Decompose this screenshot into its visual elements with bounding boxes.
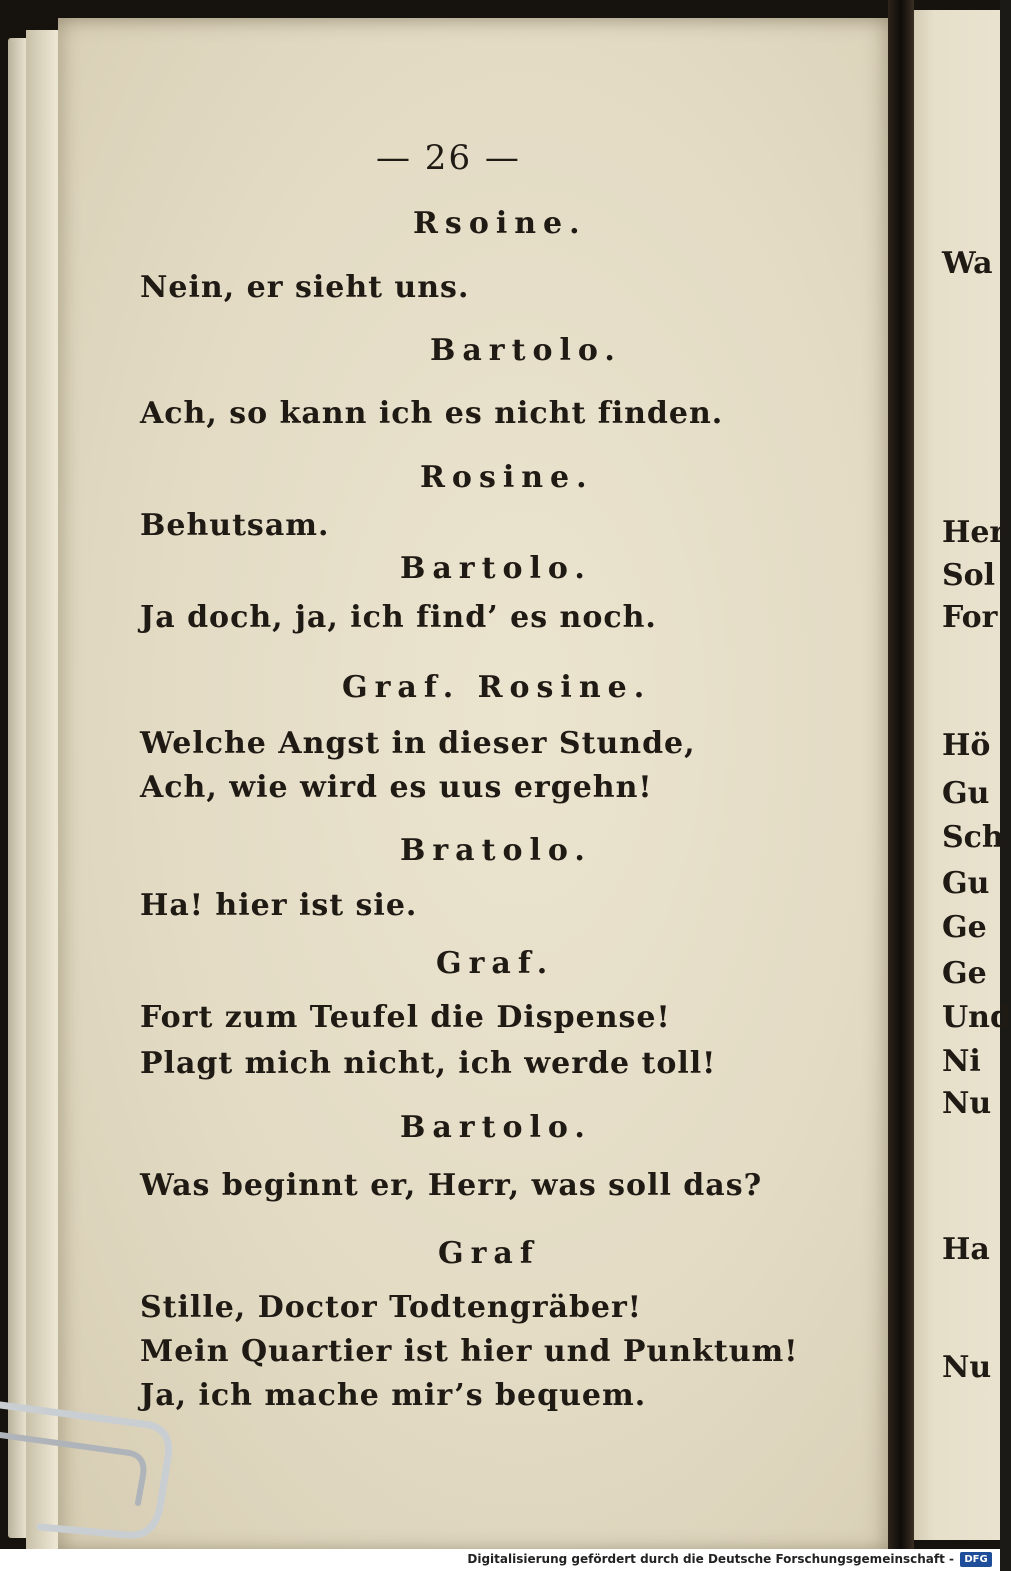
- book-gutter: [888, 0, 914, 1571]
- speaker-label: Graf: [438, 1236, 540, 1271]
- right-page-text: [906, 10, 1011, 1540]
- verse-line: Behutsam.: [140, 508, 330, 543]
- right-fragment: Wa: [942, 246, 993, 281]
- right-fragment: Hö: [942, 728, 991, 763]
- footer-bar: [0, 1549, 1000, 1571]
- speaker-label: Bartolo.: [400, 1110, 592, 1145]
- right-fragment: Und: [942, 1000, 1011, 1035]
- right-fragment: Gu: [942, 776, 990, 811]
- verse-line: Ach, so kann ich es nicht finden.: [140, 396, 724, 431]
- verse-line: Nein, er sieht uns.: [140, 270, 470, 305]
- right-fragment: Ge: [942, 956, 987, 991]
- left-page: [58, 18, 900, 1553]
- right-fragment: Ge: [942, 910, 987, 945]
- right-fragment: Sch: [942, 820, 1004, 855]
- speaker-label: Graf. Rosine.: [342, 670, 652, 705]
- verse-line: Fort zum Teufel die Dispense!: [140, 1000, 671, 1035]
- right-fragment: For: [942, 600, 998, 635]
- verse-line: Ach, wie wird es uus ergehn!: [140, 770, 653, 805]
- speaker-label: Bartolo.: [400, 551, 592, 586]
- page-text: [58, 18, 900, 1553]
- right-fragment: Sol: [942, 558, 996, 593]
- page-number: — 26 —: [376, 138, 521, 178]
- speaker-label: Graf.: [436, 946, 555, 981]
- right-fragment: Her: [942, 515, 1006, 550]
- verse-line: Ja, ich mache mir’s bequem.: [140, 1378, 647, 1413]
- right-fragment: Nu: [942, 1350, 992, 1385]
- right-fragment: Nu: [942, 1086, 992, 1121]
- verse-line: Ja doch, ja, ich find’ es noch.: [140, 600, 657, 635]
- verse-line: Welche Angst in dieser Stunde,: [140, 726, 696, 761]
- speaker-label: Rsoine.: [413, 206, 587, 241]
- verse-line: Was beginnt er, Herr, was soll das?: [140, 1168, 763, 1203]
- right-page: [906, 10, 1011, 1540]
- speaker-label: Bartolo.: [430, 333, 622, 368]
- speaker-label: Rosine.: [420, 460, 594, 495]
- verse-line: Stille, Doctor Todtengräber!: [140, 1290, 642, 1325]
- right-fragment: Gu: [942, 866, 990, 901]
- speaker-label: Bratolo.: [400, 833, 592, 868]
- right-fragment: Ni: [942, 1044, 981, 1079]
- verse-line: Ha! hier ist sie.: [140, 888, 418, 923]
- verse-line: Mein Quartier ist hier und Punktum!: [140, 1334, 799, 1369]
- verse-line: Plagt mich nicht, ich werde toll!: [140, 1046, 717, 1081]
- dfg-logo: DFG: [960, 1552, 992, 1567]
- right-fragment: Ha: [942, 1232, 990, 1267]
- funding-credit: Digitalisierung gefördert durch die Deutsche Forschungsgemeinschaft -: [467, 1552, 954, 1566]
- paper-clip-icon: [0, 1395, 175, 1545]
